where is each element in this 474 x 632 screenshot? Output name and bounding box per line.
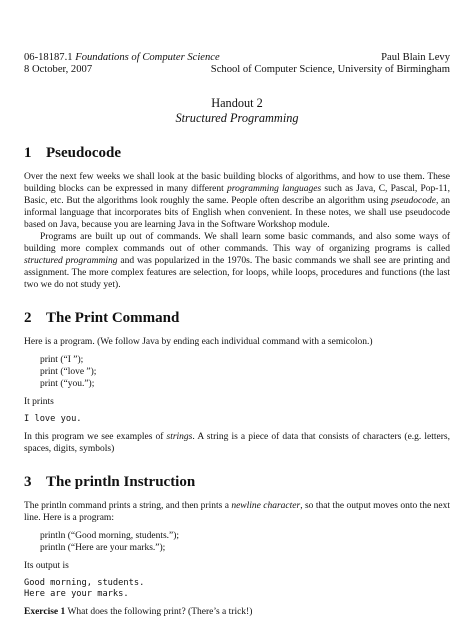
handout-title: Handout 2 (211, 95, 263, 110)
strings-paragraph: In this program we see examples of strings. A string is a piece of data that consists of characters (e.g. letters, spaces, digits, symbols) (24, 431, 450, 454)
emphasis: pseudocode (391, 195, 436, 206)
code-line: print (“you.”); (40, 378, 95, 389)
document-page (24, 52, 450, 618)
code-line: println (“Here are your marks.”); (40, 542, 166, 553)
affiliation: School of Computer Science, University of Birmingham (210, 64, 450, 76)
code-line: println (“Good morning, students.”); (40, 530, 180, 541)
exercise-1 (24, 606, 450, 618)
emphasis: strings (166, 431, 193, 442)
code-block-print (40, 354, 450, 390)
section-title: Pseudocode (46, 144, 121, 161)
course-heading (24, 52, 220, 64)
exercise-label: Exercise 1 (24, 606, 66, 617)
code-line: print (“I ”); (40, 354, 84, 365)
emphasis: structured programming (24, 255, 118, 266)
program-output: I love you. (24, 413, 82, 424)
output-label: Its output is (24, 560, 69, 571)
section-2-heading (24, 309, 450, 327)
section-number: 1 (24, 144, 32, 161)
section-2-intro: Here is a program. (We follow Java by ending each individual command with a semicolon.) (24, 336, 373, 347)
it-prints-label: It prints (24, 396, 54, 407)
program-output-line: Here are your marks. (24, 588, 129, 599)
section-number: 2 (24, 309, 32, 326)
section-title: The println Instruction (46, 473, 196, 490)
author-name: Paul Blain Levy (381, 52, 450, 63)
section-1-paragraph-2: Programs are built up out of commands. We shall learn some basic commands, and also some ways of building more complex commands out of other commands. This way of organizing programs is called structured programming and was popularized in the 1970s. The basic commands we shall see are printing and assignment. The more complex features are selection, for loops, while loops, procedures and functions (the last two we do not study yet). (24, 231, 450, 290)
course-name: Foundations of Computer Science (75, 52, 220, 63)
header-row-2 (24, 64, 450, 76)
exercise-text: What does the following print? (There’s a trick!) (67, 606, 253, 617)
section-1-paragraph-1: Over the next few weeks we shall look at the basic building blocks of algorithms, and how to use them. These building blocks can be expressed in many different programming languages such as Java, C, Pascal, Pop-11, Basic, etc. But the algorithms look roughly the same. People often describe an algorithm using pseudocode, an informal language that incorporates bits of English when convenient. In these notes, we shall use pseudocode based on Java, because you are learning Java in the Software Workshop module. (24, 171, 450, 230)
program-output-line: Good morning, students. (24, 577, 145, 588)
course-code: 06-18187.1 (24, 52, 73, 63)
code-block-println (40, 530, 450, 554)
emphasis: newline character (231, 500, 301, 511)
emphasis: programming languages (226, 183, 322, 194)
section-title: The Print Command (46, 309, 180, 326)
section-number: 3 (24, 473, 32, 490)
section-3-heading (24, 473, 450, 491)
handout-subtitle: Structured Programming (175, 110, 299, 125)
header-row-1 (24, 52, 450, 64)
date: 8 October, 2007 (24, 64, 93, 76)
section-3-intro: The println command prints a string, and then prints a newline character, so that the output moves onto the next line. Here is a program: (24, 500, 450, 523)
code-line: print (“love ”); (40, 366, 97, 377)
section-1-heading (24, 144, 450, 162)
